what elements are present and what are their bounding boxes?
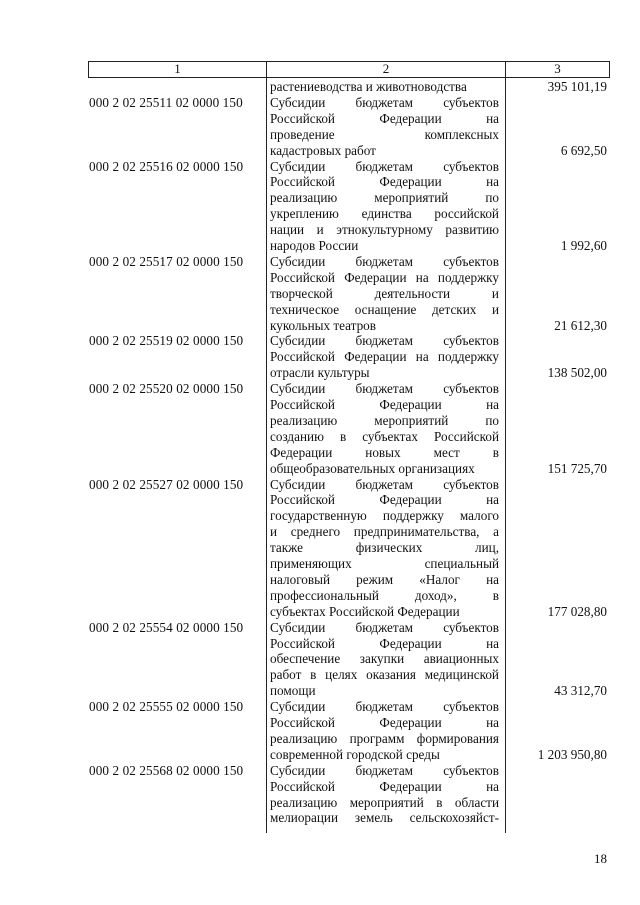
row-amount: 6 692,50 <box>560 142 607 158</box>
description-line: Российской Федерации на <box>270 174 499 190</box>
row-amount: 138 502,00 <box>547 365 607 381</box>
description-line: Федерации новых мест в <box>270 444 499 460</box>
description-line: Российской Федерации на <box>270 110 499 126</box>
budget-code: 000 2 02 25555 02 0000 150 <box>89 699 244 715</box>
description-line: Субсидии бюджетам субъектов <box>270 333 499 349</box>
budget-code: 000 2 02 25519 02 0000 150 <box>89 333 244 349</box>
description-line: Российской Федерации на <box>270 715 499 730</box>
description-line: субъектах Российской Федерации <box>270 603 460 619</box>
description-line: кукольных театров <box>270 317 377 333</box>
description-line: Субсидии бюджетам субъектов <box>270 94 499 110</box>
budget-code: 000 2 02 25527 02 0000 150 <box>89 476 244 492</box>
description-line: реализацию мероприятий по <box>270 190 499 206</box>
row-amount: 1 203 950,80 <box>537 746 607 762</box>
row-amount: 395 101,19 <box>547 79 607 94</box>
description-line: налоговый режим «Налог на <box>270 571 499 587</box>
table-right-border <box>609 61 610 78</box>
table-col-divider-2 <box>505 61 506 833</box>
description-line: кадастровых работ <box>270 142 376 158</box>
header-col-3: 3 <box>554 61 561 76</box>
description-line: отрасли культуры <box>270 365 370 381</box>
budget-code: 000 2 02 25554 02 0000 150 <box>89 619 244 635</box>
budget-code: 000 2 02 25517 02 0000 150 <box>89 253 244 269</box>
budget-code: 000 2 02 25568 02 0000 150 <box>89 762 244 778</box>
description-line: Российской Федерации на <box>270 397 499 412</box>
description-line: Субсидии бюджетам субъектов <box>270 253 499 269</box>
budget-code: 000 2 02 25520 02 0000 150 <box>89 381 244 397</box>
description-line: укреплению единства российской <box>270 206 499 222</box>
description-line: также физических лиц, <box>270 540 499 556</box>
row-amount: 177 028,80 <box>547 603 607 619</box>
row-amount: 43 312,70 <box>554 683 607 699</box>
row-amount: 1 992,60 <box>560 238 607 253</box>
description-line: Субсидии бюджетам субъектов <box>270 762 499 778</box>
description-line: мелиорации земель сельскохозяйст- <box>270 810 499 826</box>
description-line: творческой деятельности и <box>270 285 499 301</box>
description-line: реализацию мероприятий в области <box>270 794 499 810</box>
description-line: Субсидии бюджетам субъектов <box>270 381 499 397</box>
description-line: помощи <box>270 683 316 699</box>
description-line: Субсидии бюджетам субъектов <box>270 476 499 492</box>
description-line: проведение комплексных <box>270 126 499 142</box>
description-line: применяющих специальный <box>270 556 499 571</box>
description-line: и среднего предпринимательства, а <box>270 524 499 540</box>
header-col-2: 2 <box>382 61 390 76</box>
page-number: 18 <box>594 851 607 866</box>
description-line: созданию в субъектах Российской <box>270 428 499 444</box>
description-line: Субсидии бюджетам субъектов <box>270 158 499 174</box>
budget-code: 000 2 02 25516 02 0000 150 <box>89 158 244 174</box>
description-line: Субсидии бюджетам субъектов <box>270 619 499 635</box>
table-col-divider-1 <box>266 61 267 833</box>
description-line: современной городской среды <box>270 746 440 762</box>
description-line: реализацию мероприятий по <box>270 412 499 428</box>
description-line: народов России <box>270 238 359 253</box>
header-col-1: 1 <box>174 61 181 76</box>
row-amount: 21 612,30 <box>554 317 607 333</box>
description-line: общеобразовательных организациях <box>270 460 475 476</box>
description-line: техническое оснащение детских и <box>270 301 499 317</box>
description-line: государственную поддержку малого <box>270 508 499 524</box>
description-line: Российской Федерации на поддержку <box>270 349 499 365</box>
description-line: обеспечение закупки авиационных <box>270 651 499 667</box>
description-line: работ в целях оказания медицинской <box>270 667 499 683</box>
description-line: растениеводства и животноводства <box>270 79 467 94</box>
description-line: реализацию программ формирования <box>270 730 499 746</box>
description-line: профессиональный доход», в <box>270 587 499 603</box>
row-amount: 151 725,70 <box>547 460 607 476</box>
header-bottom-border <box>88 77 610 78</box>
description-line: Российской Федерации на <box>270 778 499 794</box>
description-line: Российской Федерации на <box>270 635 499 651</box>
description-line: Субсидии бюджетам субъектов <box>270 699 499 715</box>
description-line: нации и этнокультурному развитию <box>270 222 499 238</box>
description-line: Российской Федерации на поддержку <box>270 269 499 285</box>
description-line: Российской Федерации на <box>270 492 499 508</box>
budget-code: 000 2 02 25511 02 0000 150 <box>89 94 243 110</box>
